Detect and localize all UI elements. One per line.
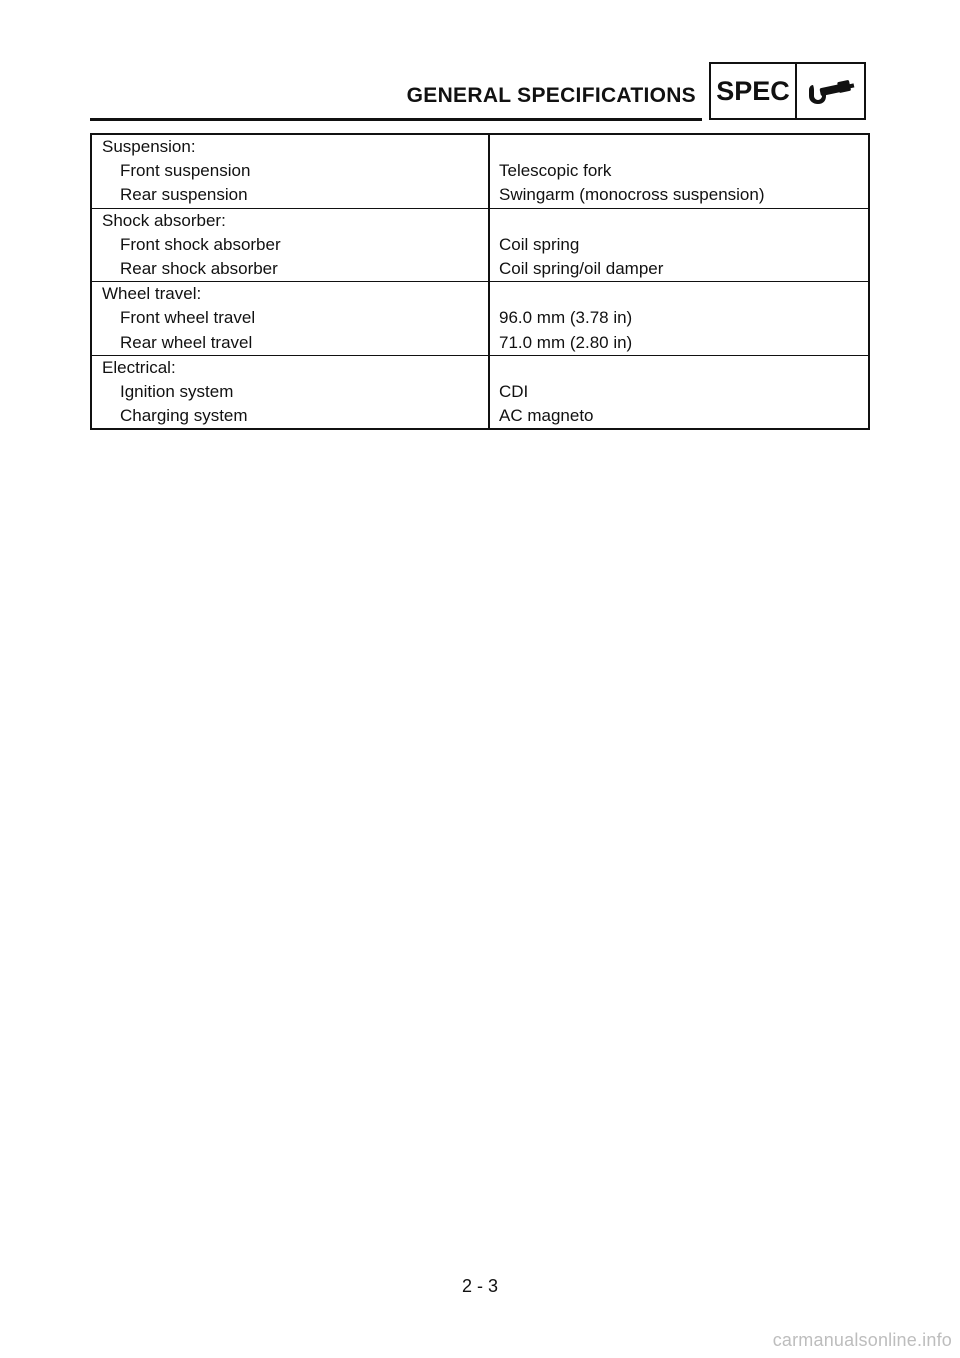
specifications-table bbox=[90, 133, 870, 430]
spec-label-cell: Front suspension bbox=[120, 161, 251, 181]
spec-label-cell: Rear suspension bbox=[120, 185, 248, 205]
spec-label-cell: Front shock absorber bbox=[120, 234, 281, 254]
spec-value-cell: AC magneto bbox=[499, 406, 594, 426]
spec-value-cell: CDI bbox=[499, 382, 529, 402]
spec-label: SPEC bbox=[711, 64, 797, 118]
spec-badge bbox=[709, 62, 866, 120]
spec-label-cell: Front wheel travel bbox=[120, 308, 256, 328]
spec-value-cell: 96.0 mm (3.78 in) bbox=[499, 308, 633, 328]
spec-value-cell: Swingarm (monocross suspension) bbox=[499, 185, 765, 205]
table-row bbox=[91, 355, 869, 429]
spec-value-cell: Coil spring/oil damper bbox=[499, 259, 664, 279]
spec-value-cell: Coil spring bbox=[499, 234, 580, 254]
page-number: 2 - 3 bbox=[461, 1276, 499, 1296]
group-heading: Suspension: bbox=[102, 137, 196, 156]
table-row bbox=[91, 282, 869, 356]
group-heading: Shock absorber: bbox=[102, 210, 226, 230]
group-heading: Wheel travel: bbox=[102, 284, 202, 304]
header-rule bbox=[90, 118, 702, 121]
table-row bbox=[91, 134, 869, 208]
spec-value-cell: Telescopic fork bbox=[499, 161, 612, 181]
wrench-icon bbox=[805, 76, 857, 106]
page-title: GENERAL SPECIFICATIONS bbox=[406, 84, 696, 107]
spec-label-cell: Ignition system bbox=[120, 382, 234, 402]
spec-label-cell: Charging system bbox=[120, 406, 248, 426]
spec-label-cell: Rear shock absorber bbox=[120, 259, 278, 279]
table-row bbox=[91, 208, 869, 282]
spec-label-cell: Rear wheel travel bbox=[120, 332, 253, 352]
group-heading: Electrical: bbox=[102, 357, 176, 377]
spec-value-cell: 71.0 mm (2.80 in) bbox=[499, 332, 633, 352]
watermark: carmanualsonline.info bbox=[772, 1330, 952, 1350]
